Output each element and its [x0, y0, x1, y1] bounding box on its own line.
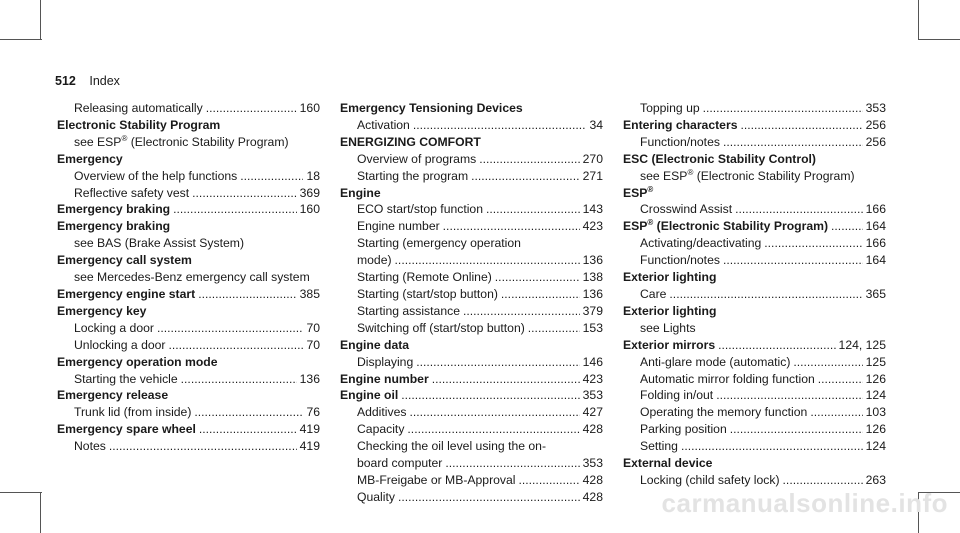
index-subentry: [340, 438, 603, 455]
index-entry-text: Quality: [357, 489, 395, 504]
index-heading: [340, 100, 603, 117]
index-subentry[interactable]: [340, 472, 603, 489]
index-subentry[interactable]: [340, 354, 603, 371]
index-subentry: [57, 235, 320, 252]
dot-leader: [198, 286, 296, 303]
index-heading[interactable]: [57, 286, 320, 303]
page-reference[interactable]: 136: [582, 286, 603, 301]
index-subentry[interactable]: [623, 404, 886, 421]
index-entry-text: Activating/deactivating: [640, 236, 762, 251]
dot-leader: [501, 286, 580, 303]
index-entry-text: Automatic mirror folding function: [640, 371, 815, 386]
index-column-3: [623, 100, 886, 489]
dot-leader: [206, 100, 297, 117]
index-heading: [57, 252, 320, 269]
index-entry-text: Operating the memory function: [640, 405, 808, 420]
dot-leader: [173, 201, 297, 218]
dot-leader: [409, 404, 579, 421]
index-subentry[interactable]: [340, 404, 603, 421]
index-entry-text: ESP®: [623, 184, 654, 200]
index-entry-text: see Lights: [640, 320, 696, 335]
index-subentry[interactable]: [340, 455, 603, 472]
index-heading[interactable]: [623, 337, 886, 354]
dot-leader: [401, 387, 579, 404]
page-reference[interactable]: 136: [582, 253, 603, 268]
dot-leader: [740, 117, 862, 134]
index-entry-text: Emergency: [57, 151, 123, 166]
dot-leader: [395, 252, 580, 269]
page-reference[interactable]: 428: [582, 489, 603, 504]
index-entry-text: Additives: [357, 405, 407, 420]
index-subentry[interactable]: [57, 100, 320, 117]
index-subentry[interactable]: [57, 320, 320, 337]
index-subentry[interactable]: [340, 269, 603, 286]
page-reference[interactable]: 365: [865, 286, 886, 301]
page-reference[interactable]: 160: [299, 202, 320, 217]
dot-leader: [703, 100, 863, 117]
dot-leader: [681, 438, 863, 455]
index-entry-text: Parking position: [640, 422, 727, 437]
index-entry-text: Capacity: [357, 422, 405, 437]
dot-leader: [416, 354, 579, 371]
index-entry-text: board computer: [357, 456, 443, 471]
index-entry-text: Emergency braking: [57, 219, 171, 234]
index-subentry[interactable]: [340, 201, 603, 218]
index-entry-text: Anti-glare mode (automatic): [640, 354, 791, 369]
index-entry-text: see ESP® (Electronic Stability Program): [640, 167, 855, 183]
dot-leader: [669, 286, 862, 303]
dot-leader: [194, 404, 303, 421]
index-subentry[interactable]: [340, 218, 603, 235]
index-heading[interactable]: [623, 117, 886, 134]
page-reference[interactable]: 124: [865, 439, 886, 454]
index-entry-text: Setting: [640, 439, 678, 454]
index-entry-text: Crosswind Assist: [640, 202, 733, 217]
page-reference[interactable]: 256: [865, 134, 886, 149]
index-entry-text: Notes: [74, 439, 106, 454]
crop-mark: [0, 492, 42, 493]
index-entry-text: Releasing automatically: [74, 101, 203, 115]
page-reference[interactable]: 428: [582, 422, 603, 437]
page-reference[interactable]: 385: [299, 286, 320, 301]
crop-mark: [40, 492, 41, 533]
crop-mark: [918, 39, 960, 40]
index-column-1: [57, 100, 320, 455]
index-heading: [57, 303, 320, 320]
dot-leader: [831, 218, 863, 235]
index-subentry[interactable]: [340, 320, 603, 337]
index-entry-text: Function/notes: [640, 253, 720, 268]
dot-leader: [407, 421, 579, 438]
crop-mark: [918, 0, 919, 40]
index-entry-text: Trunk lid (from inside): [74, 405, 192, 420]
page-number: 512: [55, 74, 76, 88]
index-subentry[interactable]: [340, 151, 603, 168]
index-heading: [623, 303, 886, 320]
page-reference[interactable]: 263: [865, 472, 886, 487]
index-entry-text: Unlocking a door: [74, 337, 166, 352]
dot-leader: [471, 168, 580, 185]
index-subentry[interactable]: [623, 421, 886, 438]
page-reference[interactable]: 353: [582, 456, 603, 471]
dot-leader: [199, 421, 297, 438]
dot-leader: [168, 337, 303, 354]
page-reference[interactable]: 138: [582, 270, 603, 285]
page-reference[interactable]: 153: [582, 320, 603, 335]
index-subentry[interactable]: [57, 438, 320, 455]
page-reference[interactable]: 18: [306, 168, 320, 183]
page-reference[interactable]: 419: [299, 439, 320, 454]
page-reference[interactable]: 124: [865, 388, 886, 403]
index-entry-text: ESP® (Electronic Stability Program): [623, 218, 829, 234]
index-subentry: [57, 134, 320, 151]
index-heading: [340, 185, 603, 202]
index-subentry[interactable]: [57, 404, 320, 421]
index-entry-text: Engine oil: [340, 388, 399, 403]
index-entry-text: Topping up: [640, 101, 700, 115]
index-subentry[interactable]: [623, 472, 886, 489]
index-subentry[interactable]: [340, 421, 603, 438]
page-reference[interactable]: 125: [865, 354, 886, 369]
index-entry-text: Engine number: [340, 371, 429, 386]
page-reference[interactable]: 423: [582, 219, 603, 234]
page-reference[interactable]: 353: [582, 388, 603, 403]
index-entry-text: Exterior lighting: [623, 303, 717, 318]
page-reference[interactable]: 126: [865, 422, 886, 437]
index-entry-text: Folding in/out: [640, 388, 714, 403]
index-entry-text: Emergency engine start: [57, 286, 196, 301]
index-entry-text: mode): [357, 253, 392, 268]
index-heading[interactable]: [57, 421, 320, 438]
dot-leader: [519, 472, 580, 489]
index-subentry[interactable]: [623, 371, 886, 388]
page-reference[interactable]: 428: [582, 472, 603, 487]
index-heading: [57, 151, 320, 168]
index-heading: [57, 117, 320, 134]
page-reference[interactable]: 427: [582, 405, 603, 420]
index-entry-text: Checking the oil level using the on-: [357, 439, 547, 454]
index-entry-text: Starting (emergency operation: [357, 236, 521, 251]
index-entry-text: Engine number: [357, 219, 440, 234]
index-entry-text: Engine: [340, 185, 381, 200]
dot-leader: [735, 201, 863, 218]
dot-leader: [486, 201, 580, 218]
dot-leader: [783, 472, 863, 489]
index-entry-text: Locking (child safety lock): [640, 472, 780, 487]
dot-leader: [157, 320, 303, 337]
page-reference[interactable]: 256: [865, 117, 886, 132]
index-subentry[interactable]: [623, 354, 886, 371]
index-entry-text: MB-Freigabe or MB-Approval: [357, 472, 516, 487]
index-heading[interactable]: [340, 387, 603, 404]
page-reference[interactable]: 34: [589, 117, 603, 132]
index-heading: [623, 185, 886, 202]
index-entry-text: Starting the program: [357, 168, 469, 183]
index-entry-text: Care: [640, 286, 667, 301]
index-subentry[interactable]: [623, 201, 886, 218]
index-entry-text: Activation: [357, 117, 410, 132]
dot-leader: [793, 354, 862, 371]
dot-leader: [718, 337, 835, 354]
dot-leader: [192, 185, 297, 202]
dot-leader: [463, 303, 580, 320]
index-entry-text: Reflective safety vest: [74, 185, 190, 200]
dot-leader: [810, 404, 862, 421]
page-reference[interactable]: 353: [865, 101, 886, 115]
index-entry-text: ENERGIZING COMFORT: [340, 134, 481, 149]
index-entry-text: see BAS (Brake Assist System): [74, 236, 244, 251]
index-entry-text: Engine data: [340, 337, 410, 352]
index-entry-text: see Mercedes-Benz emergency call system: [74, 270, 310, 285]
page-reference[interactable]: 70: [306, 337, 320, 352]
index-heading[interactable]: [623, 218, 886, 235]
index-heading[interactable]: [340, 371, 603, 388]
index-entry-text: Electronic Stability Program: [57, 117, 221, 132]
page-reference[interactable]: 124, 125: [838, 337, 886, 352]
page-reference[interactable]: 164: [865, 253, 886, 268]
index-subentry[interactable]: [623, 134, 886, 151]
index-entry-text: Function/notes: [640, 134, 720, 149]
page-reference[interactable]: 70: [306, 320, 320, 335]
page-reference[interactable]: 423: [582, 371, 603, 386]
index-entry-text: Emergency operation mode: [57, 354, 218, 369]
dot-leader: [730, 421, 863, 438]
dot-leader: [764, 235, 862, 252]
page-reference[interactable]: 160: [299, 101, 320, 115]
index-subentry[interactable]: [623, 438, 886, 455]
index-entry-text: Starting assistance: [357, 303, 460, 318]
index-entry-text: see ESP® (Electronic Stability Program): [74, 133, 289, 149]
page-reference[interactable]: 419: [299, 422, 320, 437]
crop-mark: [40, 0, 41, 40]
index-entry-text: Emergency Tensioning Devices: [340, 101, 523, 115]
dot-leader: [723, 252, 863, 269]
index-subentry[interactable]: [340, 489, 603, 506]
watermark: carmanualsonline.info: [661, 488, 948, 518]
page-reference[interactable]: 143: [582, 202, 603, 217]
dot-leader: [181, 371, 297, 388]
index-subentry[interactable]: [623, 286, 886, 303]
dot-leader: [240, 168, 303, 185]
index-entry-text: Switching off (start/stop button): [357, 320, 525, 335]
page-reference[interactable]: 103: [865, 405, 886, 420]
index-column-2: [340, 100, 603, 506]
index-entry-text: Emergency call system: [57, 253, 192, 268]
index-subentry[interactable]: [57, 185, 320, 202]
page-reference[interactable]: 126: [865, 371, 886, 386]
index-subentry: [57, 269, 320, 286]
page-reference[interactable]: 146: [582, 354, 603, 369]
index-subentry[interactable]: [623, 252, 886, 269]
dot-leader: [528, 320, 580, 337]
index-subentry: [340, 235, 603, 252]
page-reference[interactable]: 136: [299, 371, 320, 386]
index-entry-text: Overview of programs: [357, 151, 477, 166]
index-subentry: [623, 320, 886, 337]
index-heading: [623, 151, 886, 168]
page-reference[interactable]: 270: [582, 151, 603, 166]
page-title: Index: [89, 74, 120, 88]
page-header: [55, 74, 120, 88]
dot-leader: [495, 269, 580, 286]
index-heading: [340, 134, 603, 151]
index-heading: [57, 218, 320, 235]
index-subentry[interactable]: [340, 168, 603, 185]
dot-leader: [818, 371, 863, 388]
index-entry-text: Overview of the help functions: [74, 168, 238, 183]
index-entry-text: Starting (Remote Online): [357, 270, 492, 285]
index-entry-text: Emergency key: [57, 303, 147, 318]
page-reference[interactable]: 164: [865, 219, 886, 234]
dot-leader: [723, 134, 863, 151]
index-heading: [57, 354, 320, 371]
index-subentry[interactable]: [340, 286, 603, 303]
page-reference[interactable]: 76: [306, 405, 320, 420]
index-entry-text: Displaying: [357, 354, 414, 369]
index-entry-text: Emergency braking: [57, 202, 171, 217]
index-subentry[interactable]: [340, 252, 603, 269]
index-entry-text: Locking a door: [74, 320, 154, 335]
page-reference[interactable]: 271: [582, 168, 603, 183]
index-subentry[interactable]: [57, 337, 320, 354]
dot-leader: [109, 438, 297, 455]
index-subentry[interactable]: [57, 371, 320, 388]
dot-leader: [398, 489, 580, 506]
index-subentry[interactable]: [340, 303, 603, 320]
index-heading[interactable]: [57, 201, 320, 218]
index-entry-text: Exterior lighting: [623, 270, 717, 285]
index-entry-text: Emergency release: [57, 388, 169, 403]
index-entry-text: ESC (Electronic Stability Control): [623, 151, 816, 166]
index-subentry[interactable]: [623, 387, 886, 404]
index-entry-text: Exterior mirrors: [623, 337, 716, 352]
index-subentry[interactable]: [623, 100, 886, 117]
page-reference[interactable]: 166: [865, 202, 886, 217]
index-entry-text: External device: [623, 456, 713, 471]
index-heading: [340, 337, 603, 354]
page-reference[interactable]: 379: [582, 303, 603, 318]
index-heading: [57, 387, 320, 404]
dot-leader: [479, 151, 579, 168]
dot-leader: [445, 455, 579, 472]
page-reference[interactable]: 369: [299, 185, 320, 200]
dot-leader: [432, 371, 580, 388]
index-entry-text: Starting the vehicle: [74, 371, 178, 386]
dot-leader: [716, 387, 862, 404]
index-entry-text: ECO start/stop function: [357, 202, 483, 217]
index-subentry: [623, 168, 886, 185]
index-entry-text: Starting (start/stop button): [357, 286, 498, 301]
page-reference[interactable]: 166: [865, 236, 886, 251]
index-subentry[interactable]: [57, 168, 320, 185]
index-entry-text: Entering characters: [623, 117, 738, 132]
index-heading: [623, 455, 886, 472]
index-subentry[interactable]: [623, 235, 886, 252]
index-entry-text: Emergency spare wheel: [57, 422, 196, 437]
dot-leader: [443, 218, 580, 235]
index-heading: [623, 269, 886, 286]
dot-leader: [413, 117, 587, 134]
index-subentry[interactable]: [340, 117, 603, 134]
crop-mark: [0, 39, 42, 40]
